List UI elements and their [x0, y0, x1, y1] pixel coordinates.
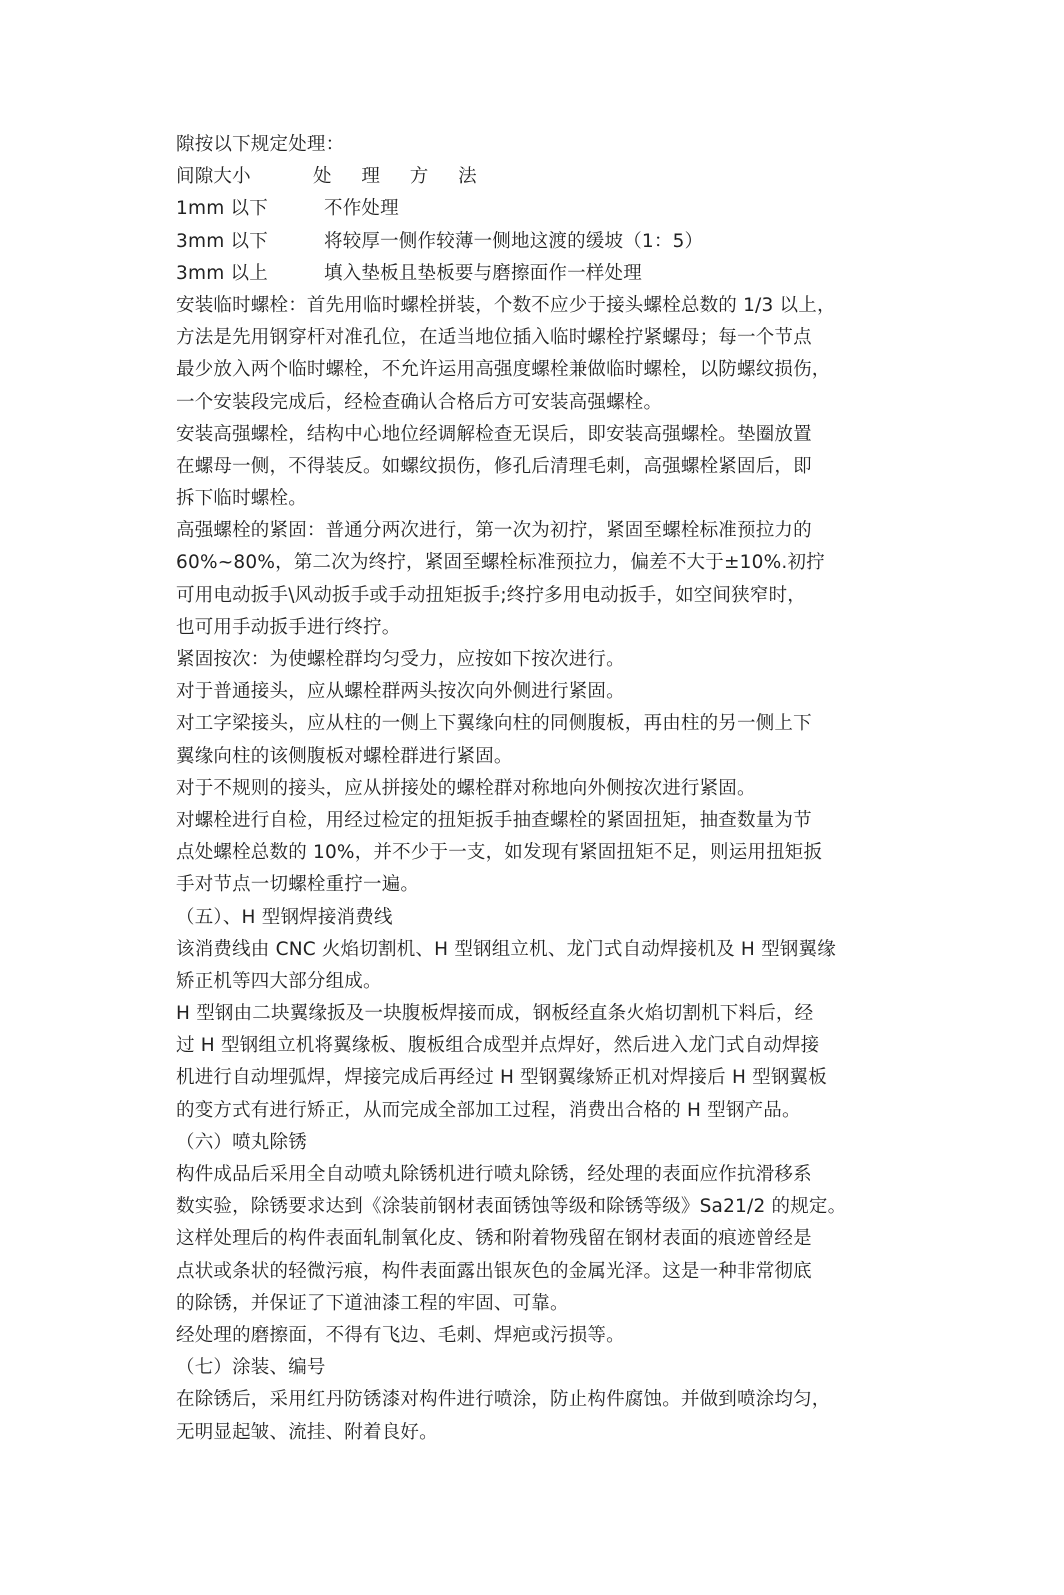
gap-table-header [176, 161, 874, 193]
text-line: 经处理的磨擦面，不得有飞边、毛刺、焊疤或污损等。 [176, 1324, 625, 1346]
gap-table-row [176, 193, 874, 225]
method-header: 处 理 方 法 [313, 166, 489, 188]
text-line: 对于普通接头，应从螺栓群两头按次向外侧进行紧固。 [176, 681, 625, 703]
text-line: 数实验，除锈要求达到《涂装前钢材表面锈蚀等级和除锈等级》Sa21/2 的规定。 [176, 1196, 847, 1218]
section-heading: （六）喷丸除锈 [176, 1131, 307, 1153]
section-heading: （五）、H 型钢焊接消费线 [176, 906, 393, 928]
text-line: 这样处理后的构件表面轧制氧化皮、锈和附着物残留在钢材表面的痕迹曾经是 [176, 1228, 812, 1250]
text-line: 对于不规则的接头，应从拼接处的螺栓群对称地向外侧按次进行紧固。 [176, 777, 756, 799]
text-line: 机进行自动埋弧焊，焊接完成后再经过 H 型钢翼缘矫正机对焊接后 H 型钢翼板 [176, 1067, 827, 1089]
text-line: 构件成品后采用全自动喷丸除锈机进行喷丸除锈，经处理的表面应作抗滑移系 [176, 1164, 812, 1185]
text-line: 过 H 型钢组立机将翼缘板、腹板组合成型并点焊好，然后进入龙门式自动焊接 [176, 1035, 820, 1057]
text-line: 紧固按次：为使螺栓群均匀受力，应按如下按次进行。 [176, 649, 625, 670]
text-line: H 型钢由二块翼缘扳及一块腹板焊接而成，钢板经直条火焰切割机下料后，经 [176, 1003, 814, 1025]
text-line: 的变方式有进行矫正，从而完成全部加工过程，消费出合格的 H 型钢产品。 [176, 1099, 801, 1121]
text-line: 安装高强螺栓，结构中心地位经调解检查无误后，即安装高强螺栓。垫圈放置 [176, 423, 812, 445]
gap-size-header: 间隙大小 [176, 166, 251, 188]
text-line: 60%~80%，第二次为终拧，紧固至螺栓标准预拉力，偏差不大于±10%.初拧 [176, 552, 825, 574]
text-line: 高强螺栓的紧固：普通分两次进行，第一次为初拧，紧固至螺栓标准预拉力的 [176, 520, 812, 542]
text-line: 安装临时螺栓：首先用临时螺栓拼装，个数不应少于接头螺栓总数的 1/3 以上， [176, 294, 836, 316]
text-line: 最少放入两个临时螺栓，不允许运用高强度螺栓兼做临时螺栓，以防螺纹损伤， [176, 359, 831, 381]
gap-size-cell: 3mm 以上 [176, 262, 268, 284]
text-line: 翼缘向柱的该侧腹板对螺栓群进行紧固。 [176, 745, 513, 767]
text-line: 在螺母一侧，不得装反。如螺纹损伤，修孔后清理毛刺，高强螺栓紧固后，即 [176, 455, 812, 477]
method-cell: 不作处理 [324, 198, 399, 220]
text-line: 可用电动扳手\风动扳手或手动扭矩扳手;终拧多用电动扳手，如空间狭窄时， [176, 584, 806, 606]
text-line: 的除锈，并保证了下道油漆工程的牢固、可靠。 [176, 1292, 569, 1314]
text-line: 点处螺栓总数的 10%，并不少于一支，如发现有紧固扭矩不足，则运用扭矩扳 [176, 842, 823, 864]
text-line: 一个安装段完成后，经检查确认合格后方可安装高强螺栓。 [176, 391, 663, 413]
text-line: 手对节点一切螺栓重拧一遍。 [176, 874, 420, 896]
method-cell: 将较厚一侧作较薄一侧地这渡的缓坡（1：5） [324, 230, 704, 252]
text-line: 方法是先用钢穿杆对准孔位，在适当地位插入临时螺栓拧紧螺母；每一个节点 [176, 327, 812, 349]
text-line: 该消费线由 CNC 火焰切割机、H 型钢组立机、龙门式自动焊接机及 H 型钢翼缘 [176, 938, 836, 960]
text-line: 无明显起皱、流挂、附着良好。 [176, 1421, 438, 1443]
text-line: 点状或条状的轻微污痕，构件表面露出银灰色的金属光泽。这是一种非常彻底 [176, 1260, 812, 1282]
gap-table-row [176, 258, 874, 290]
text-line: 对螺栓进行自检，用经过检定的扭矩扳手抽查螺栓的紧固扭矩，抽查数量为节 [176, 809, 812, 831]
method-cell: 填入垫板且垫板要与磨擦面作一样处理 [324, 262, 642, 284]
section-heading: （七）涂装、编号 [176, 1357, 326, 1379]
text-line: 对工字梁接头，应从柱的一侧上下翼缘向柱的同侧腹板，再由柱的另一侧上下 [176, 713, 812, 735]
intro-line: 隙按以下规定处理： [176, 134, 345, 155]
gap-table-row [176, 226, 874, 258]
gap-size-cell: 3mm 以下 [176, 230, 268, 252]
text-line: 矫正机等四大部分组成。 [176, 970, 382, 992]
gap-size-cell: 1mm 以下 [176, 198, 268, 220]
text-line: 也可用手动扳手进行终拧。 [176, 616, 401, 638]
text-line: 拆下临时螺栓。 [176, 488, 307, 510]
text-line: 在除锈后，采用红丹防锈漆对构件进行喷涂，防止构件腐蚀。并做到喷涂均匀， [176, 1389, 831, 1411]
